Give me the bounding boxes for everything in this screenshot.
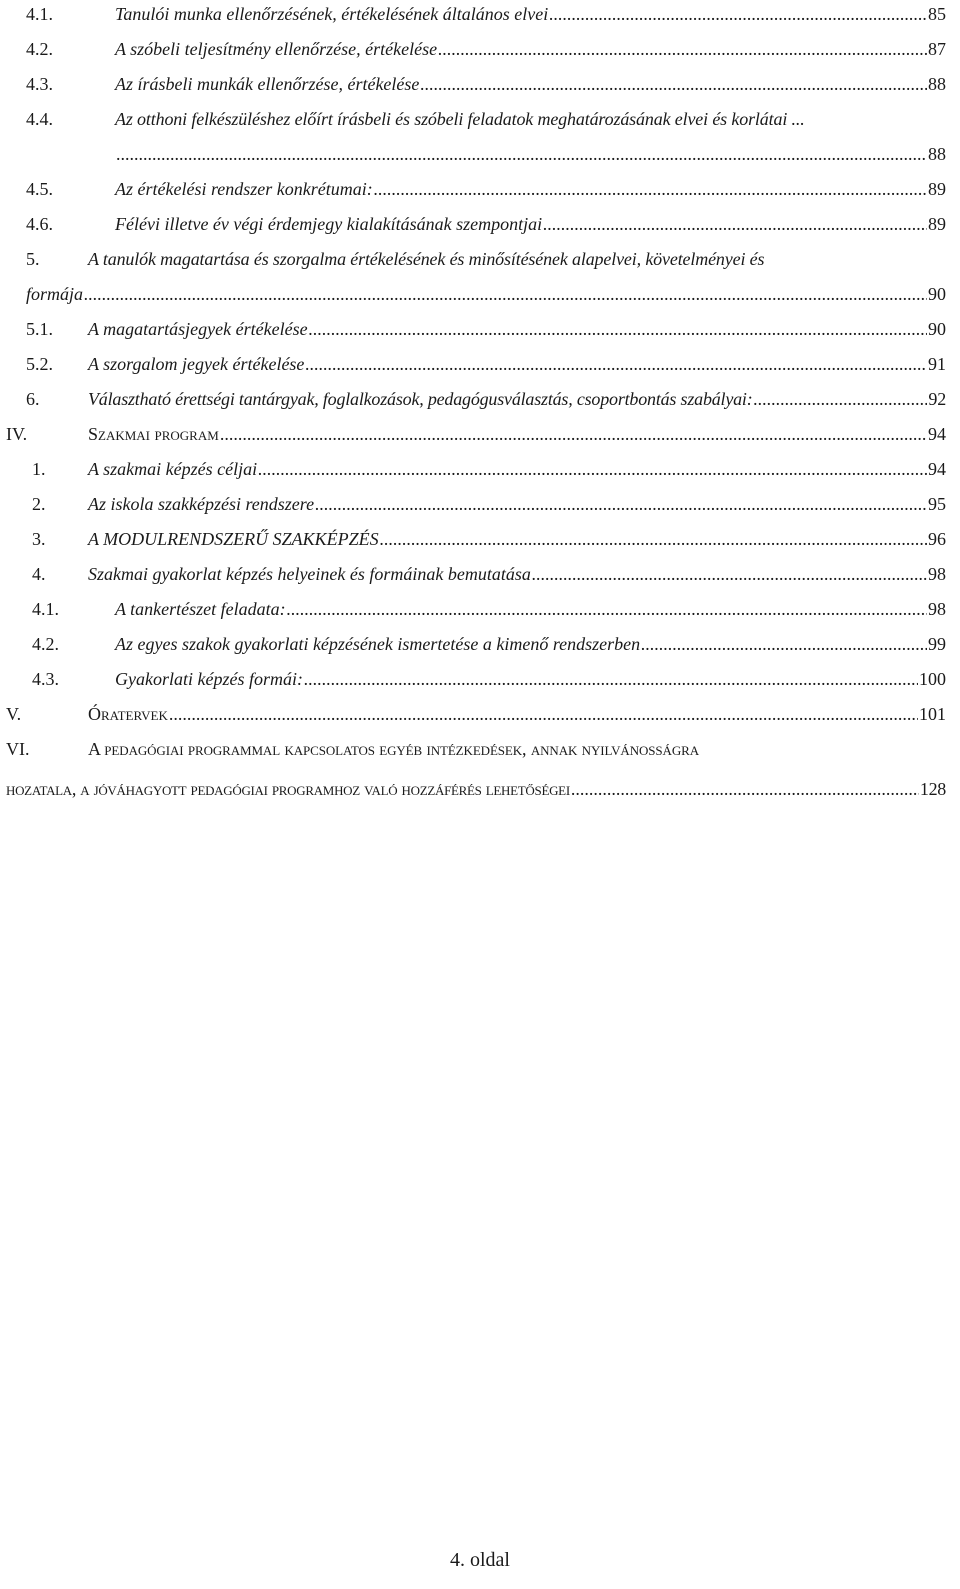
toc-title: Óratervek	[88, 704, 168, 724]
toc-number: 4.4.	[26, 109, 53, 129]
page-number-label: 4. oldal	[450, 1549, 510, 1571]
toc-entry[interactable]	[0, 667, 960, 697]
toc-number: 2.	[32, 494, 46, 514]
toc-number: 5.1.	[26, 319, 53, 339]
toc-entry[interactable]	[0, 527, 960, 557]
page-footer	[0, 1547, 960, 1573]
leader-dots	[309, 317, 927, 341]
toc-page-number: 128	[919, 779, 946, 799]
toc-entry-continuation[interactable]	[0, 142, 960, 172]
leader-dots	[549, 2, 927, 26]
toc-entry[interactable]	[0, 702, 960, 732]
toc-number: 5.	[26, 249, 40, 269]
toc-entry[interactable]	[0, 177, 960, 207]
toc-entry[interactable]	[0, 37, 960, 67]
leader-dots	[84, 282, 927, 306]
toc-number: 5.2.	[26, 354, 53, 374]
toc-number: VI.	[6, 739, 30, 759]
toc-title: A tanulók magatartása és szorgalma értékelésének és minősítésének alapelvei, követelményei és	[88, 249, 765, 269]
toc-entry[interactable]	[0, 457, 960, 487]
toc-title: A szakmai képzés céljai	[88, 459, 258, 479]
toc-entry[interactable]	[0, 562, 960, 592]
toc-title-continuation: formája	[26, 284, 84, 304]
toc-page-number: 100	[919, 669, 946, 689]
leader-dots	[641, 632, 927, 656]
toc-page-number: 89	[928, 179, 946, 199]
leader-dots	[571, 777, 919, 801]
toc-page-number: 99	[928, 634, 946, 654]
toc-page-number: 96	[928, 529, 946, 549]
toc-page-number: 94	[928, 424, 946, 444]
toc-entry-continuation[interactable]	[0, 777, 960, 807]
leader-dots	[220, 422, 927, 446]
toc-entry[interactable]	[0, 492, 960, 522]
toc-page-number: 87	[928, 39, 946, 59]
toc-title: A magatartásjegyek értékelése	[88, 319, 308, 339]
leader-dots	[287, 597, 927, 621]
toc-title: Szakmai program	[88, 424, 219, 444]
toc-page-number: 91	[928, 354, 946, 374]
leader-dots	[116, 142, 927, 166]
leader-dots	[380, 527, 927, 551]
toc-entry[interactable]	[0, 597, 960, 627]
toc-entry[interactable]	[0, 2, 960, 32]
toc-page-number: 88	[928, 144, 946, 164]
toc-number: 4.3.	[26, 74, 53, 94]
toc-title: A MODULRENDSZERŰ SZAKKÉPZÉS	[88, 529, 379, 549]
toc-number: 6.	[26, 389, 40, 409]
toc-title: Tanulói munka ellenőrzésének, értékelésének általános elvei	[115, 4, 549, 24]
toc-page-number: 98	[928, 599, 946, 619]
toc-page-number: 95	[928, 494, 946, 514]
toc-title: Az iskola szakképzési rendszere	[88, 494, 315, 514]
toc-page-number: 85	[928, 4, 946, 24]
toc-title: Gyakorlati képzés formái:	[115, 669, 303, 689]
leader-dots	[304, 667, 918, 691]
toc-entry[interactable]	[0, 72, 960, 102]
toc-page-number: 101	[919, 704, 946, 724]
toc-number: 4.3.	[32, 669, 59, 689]
toc-page-number: 94	[928, 459, 946, 479]
toc-title: Az írásbeli munkák ellenőrzése, értékelése	[115, 74, 420, 94]
toc-number: 4.2.	[32, 634, 59, 654]
toc-title: A pedagógiai programmal kapcsolatos egyéb intézkedések, annak nyilvánosságra	[88, 739, 699, 759]
leader-dots	[532, 562, 927, 586]
toc-page-number: 90	[928, 319, 946, 339]
leader-dots	[169, 702, 918, 726]
toc-title-continuation: hozatala, a jóváhagyott pedagógiai programhoz való hozzáférés lehetőségei	[6, 779, 570, 799]
leader-dots	[420, 72, 927, 96]
toc-title: A szorgalom jegyek értékelése	[88, 354, 305, 374]
leader-dots	[258, 457, 927, 481]
toc-title: Az otthoni felkészüléshez előírt írásbeli és szóbeli feladatok meghatározásának elvei és korlátai ...	[115, 109, 805, 129]
toc-entry[interactable]	[0, 107, 960, 137]
toc-title: Szakmai gyakorlat képzés helyeinek és formáinak bemutatása	[88, 564, 531, 584]
toc-page-number: 90	[928, 284, 946, 304]
toc-entry[interactable]	[0, 422, 960, 452]
toc-entry[interactable]	[0, 317, 960, 347]
toc-title: A szóbeli teljesítmény ellenőrzése, értékelése	[115, 39, 438, 59]
toc-page-number: 98	[928, 564, 946, 584]
toc-number: 4.	[32, 564, 46, 584]
leader-dots	[315, 492, 927, 516]
toc-title: Az egyes szakok gyakorlati képzésének ismertetése a kimenő rendszerben	[115, 634, 641, 654]
leader-dots	[438, 37, 927, 61]
leader-dots	[543, 212, 927, 236]
toc-entry[interactable]	[0, 352, 960, 382]
toc-number: 4.2.	[26, 39, 53, 59]
toc-page-number: 89	[928, 214, 946, 234]
toc-number: 4.1.	[26, 4, 53, 24]
toc-entry-continuation[interactable]	[0, 282, 960, 312]
toc-page-number: 88	[928, 74, 946, 94]
toc-entry[interactable]	[0, 387, 960, 417]
leader-dots	[305, 352, 927, 376]
toc-number: IV.	[6, 424, 28, 444]
toc-number: V.	[6, 704, 22, 724]
toc-entry[interactable]	[0, 247, 960, 277]
toc-number: 4.1.	[32, 599, 59, 619]
toc-number: 4.5.	[26, 179, 53, 199]
toc-page-number: 92	[928, 389, 946, 409]
toc-entry[interactable]	[0, 737, 960, 767]
toc-title: Választható érettségi tantárgyak, foglalkozások, pedagógusválasztás, csoportbontás szabályai:	[88, 389, 753, 409]
toc-title: Az értékelési rendszer konkrétumai:	[115, 179, 373, 199]
toc-title: A tankertészet feladata:	[115, 599, 286, 619]
leader-dots	[754, 387, 928, 411]
toc-number: 3.	[32, 529, 46, 549]
toc-title: Félévi illetve év végi érdemjegy kialakításának szempontjai	[115, 214, 543, 234]
toc-entry[interactable]	[0, 212, 960, 242]
leader-dots	[374, 177, 927, 201]
toc-number: 4.6.	[26, 214, 53, 234]
toc-entry[interactable]	[0, 632, 960, 662]
toc-number: 1.	[32, 459, 46, 479]
